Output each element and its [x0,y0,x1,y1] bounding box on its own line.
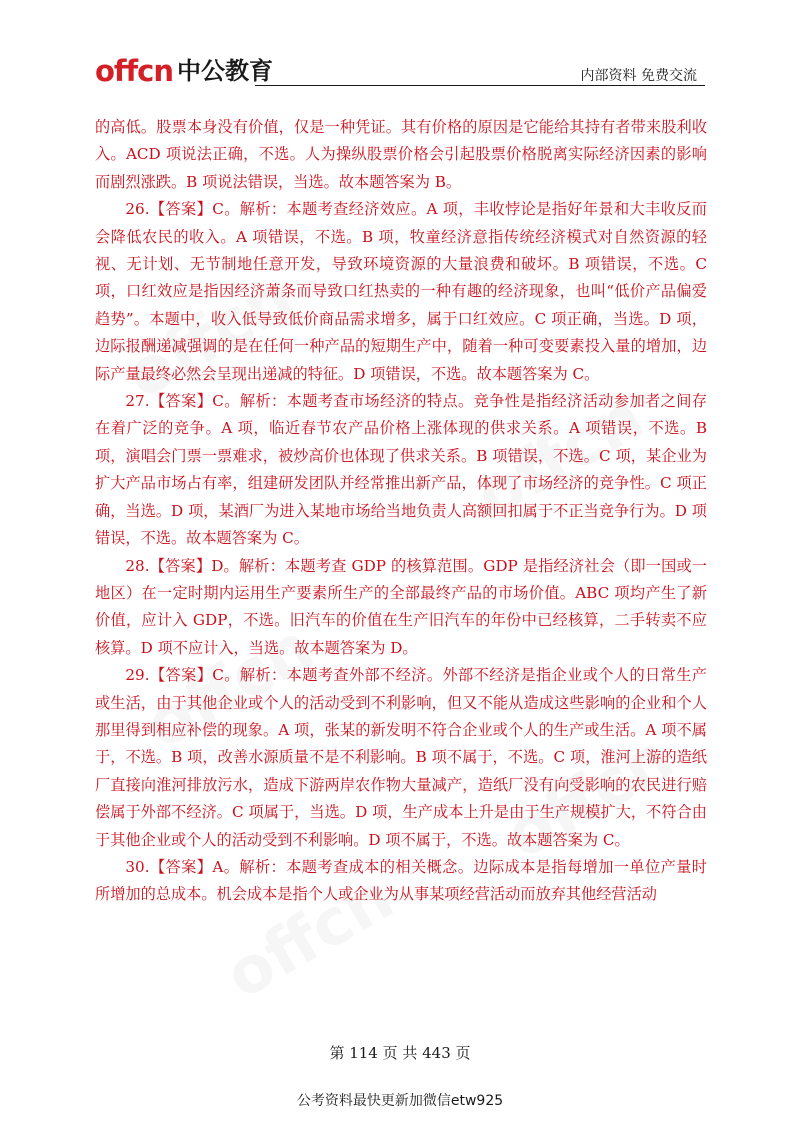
logo-mark: offcn [95,54,173,88]
answer-29: 29.【答案】C。解析：本题考查外部不经济。外部不经济是指企业或个人的日常生产或生活，由于其他企业或个人的活动受到不利影响，但又不能从造成这些影响的企业和个人那里得到相应补偿的现象。A 项，张某的新发明不符合企业或个人的生产或生活。A 项不属于，不选。B 项，改善水源质量不是不利影响。B 项不属于，不选。C 项，淮河上游的造纸厂直接向淮河排放污水，造成下游两岸农作物大量减产，造纸厂没有向受影响的农民进行赔偿属于外部不经济。C 项属于，当选。D 项，生产成本上升是由于生产规模扩大，不符合由于其他企业或个人的活动受到不利影响。D 项不属于，不选。故本题答案为 C。 [95,666,707,849]
paragraph-continuation: 的高低。股票本身没有价值，仅是一种凭证。其有价格的原因是它能给其持有者带来股利收入。ACD 项说法正确，不选。人为操纵股票价格会引起股票价格脱离实际经济因素的影响而剧烈涨跌。B 项说法错误，当选。故本题答案为 B。 [95,118,707,191]
page-header [95,52,705,88]
header-rule [255,85,705,86]
answer-30: 30.【答案】A。解析：本题考查成本的相关概念。边际成本是指每增加一单位产量时所增加的总成本。机会成本是指个人或企业为从事某项经营活动而放弃其他经营活动 [95,857,707,904]
answer-28: 28.【答案】D。解析：本题考查 GDP 的核算范围。GDP 是指经济社会（即一国或一地区）在一定时期内运用生产要素所生产的全部最终产品的市场价值。ABC 项均产生了新价值，应计入 GDP，不选。旧汽车的价值在生产旧汽车的年份中已经核算，二手转卖不应核算。D 项不应计入，当选。故本题答案为 D。 [95,556,707,657]
logo-text: 中公教育 [177,57,273,85]
answer-26: 26.【答案】C。解析：本题考查经济效应。A 项，丰收悖论是指好年景和大丰收反而会降低农民的收入。A 项错误，不选。B 项，牧童经济意指传统经济模式对自然资源的轻视、无计划、无节制地任意开发，导致环境资源的大量浪费和破坏。B 项错误，不选。C 项，口红效应是指因经济萧条而导致口红热卖的一种有趣的经济现象，也叫“低价产品偏爱趋势”。本题中，收入低导致低价商品需求增多，属于口红效应。C 项正确，当选。D 项，边际报酬递减强调的是在任何一种产品的短期生产中，随着一种可变要素投入量的增加，边际产量最终必然会呈现出递减的特征。D 项错误，不选。故本题答案为 C。 [95,200,707,383]
page-number: 第 114 页 共 443 页 [329,1044,471,1062]
answer-27: 27.【答案】C。解析：本题考查市场经济的特点。竞争性是指经济活动参加者之间存在着广泛的竞争。A 项，临近春节农产品价格上涨体现的供求关系。A 项错误，不选。B 项，演唱会门票一票难求，被炒高价也体现了供求关系。B 项错误，不选。C 项，某企业为扩大产品市场占有率，组建研发团队并经常推出新产品，体现了市场经济的竞争性。C 项正确，当选。D 项，某酒厂为进入某地市场给当地负责人高额回扣属于不正当竞争行为。D 项错误，不选。故本题答案为 C。 [95,392,707,548]
document-body [95,114,707,909]
footer-note: 公考资料最快更新加微信etw925 [296,1093,504,1109]
header-tagline: 内部资料 免费交流 [580,68,697,84]
offcn-logo [95,52,273,86]
